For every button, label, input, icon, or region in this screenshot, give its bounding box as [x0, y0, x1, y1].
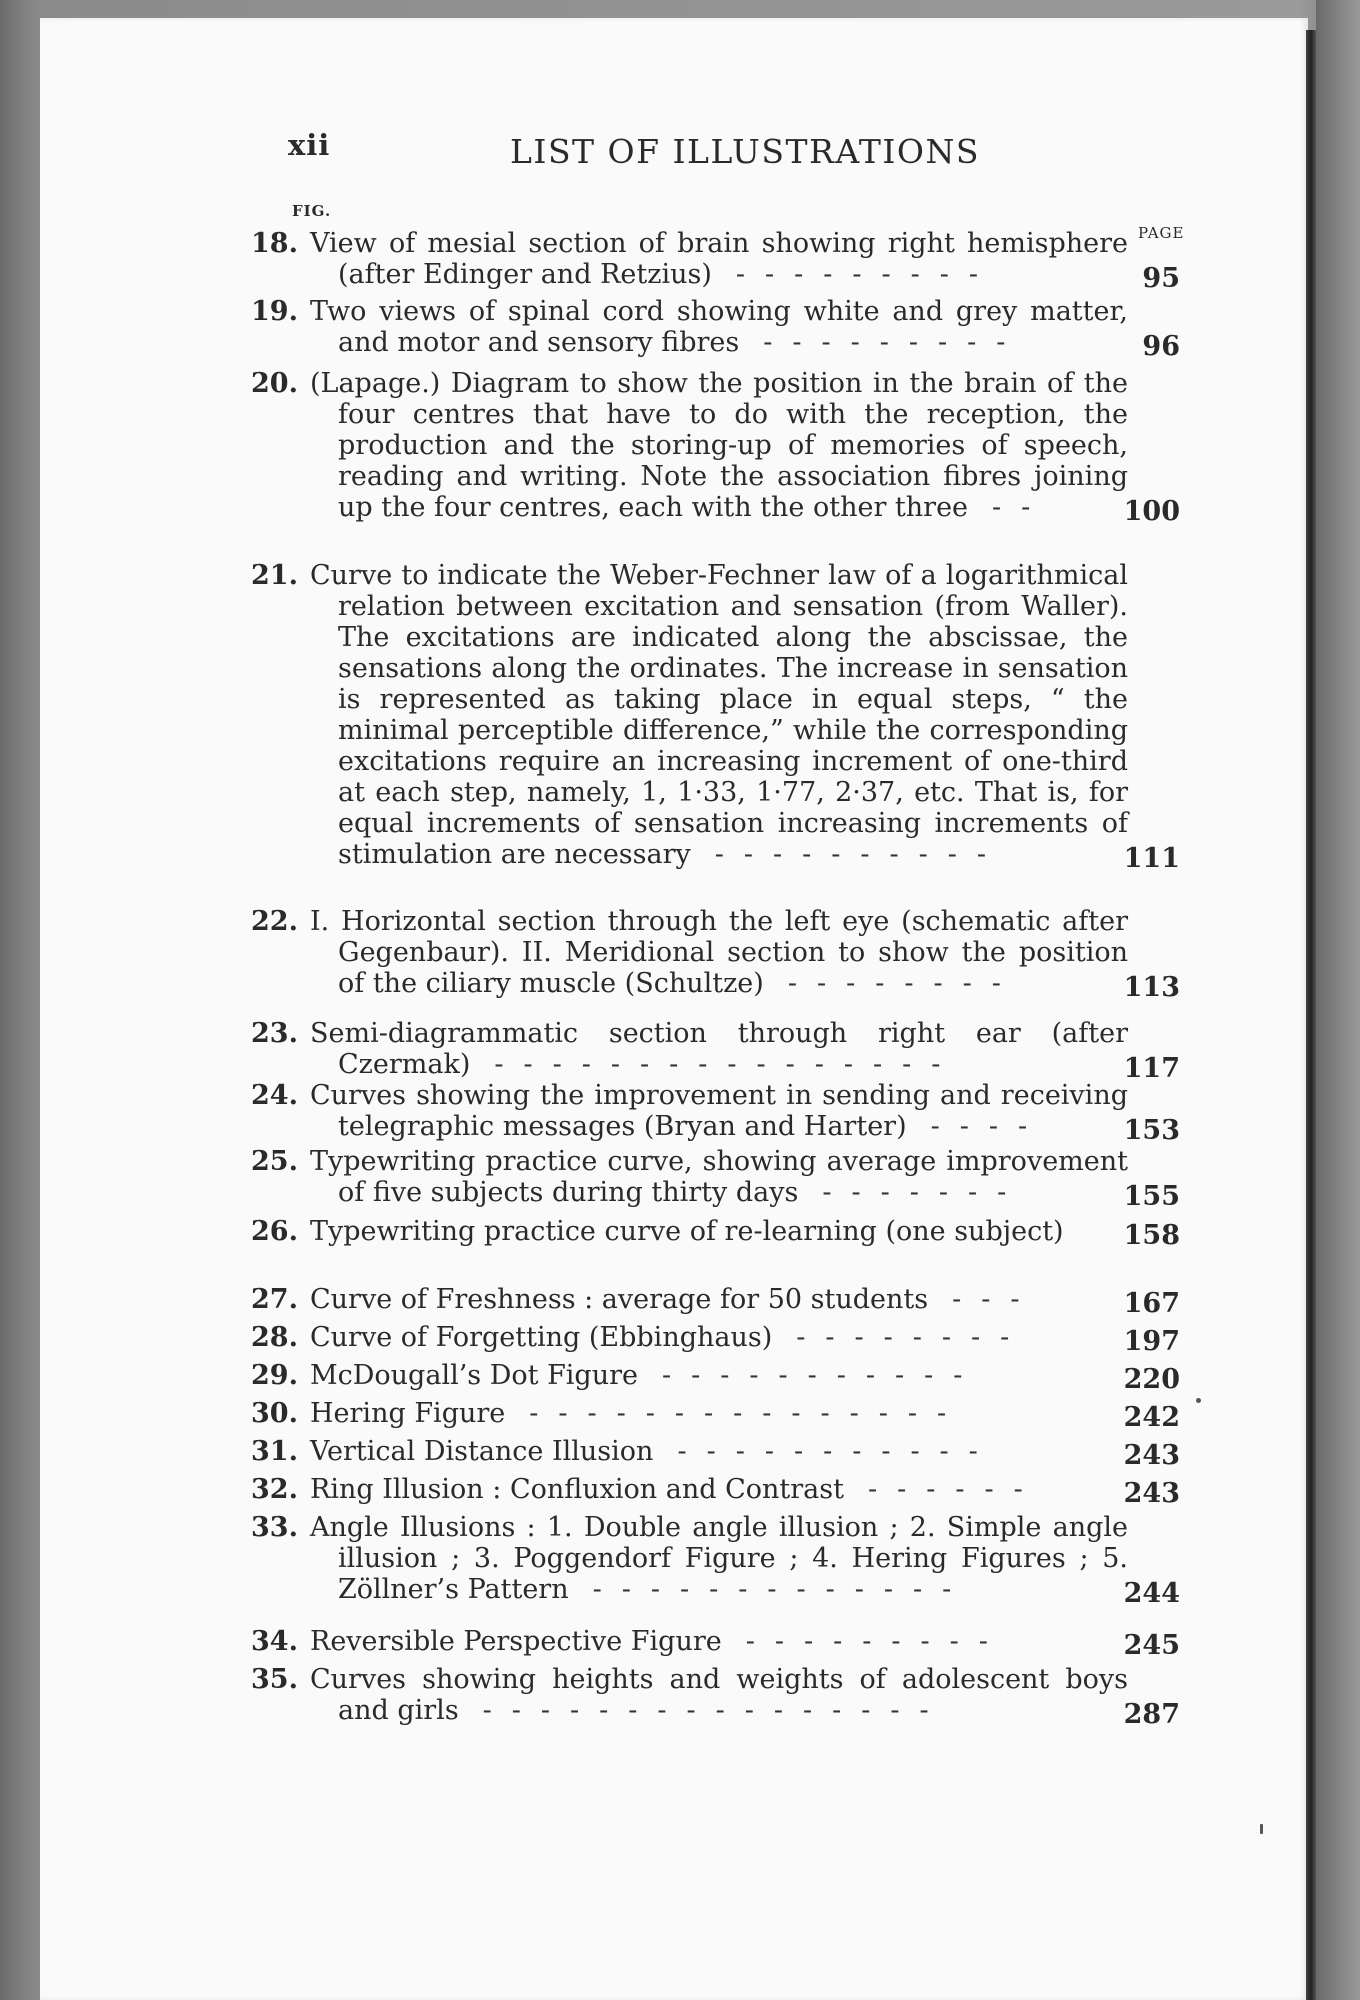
leader-dots: --------------- [529, 1398, 967, 1429]
entry-number: 26. [251, 1216, 298, 1247]
paper-page [40, 18, 1308, 2000]
entry-number: 23. [251, 1018, 298, 1049]
leader-dots: --- [952, 1284, 1040, 1315]
entry-text: View of mesial section of brain showing right hemisphere (after Edinger and Retzius) [310, 228, 1128, 290]
paper-speck [1196, 1398, 1201, 1403]
entry-page: 158 [1123, 1220, 1180, 1251]
entry-text: Curve of Freshness : average for 50 students [310, 1284, 929, 1315]
leader-dots: ------------- [592, 1574, 972, 1605]
leader-dots: ---------- [714, 839, 1007, 870]
entry-number: 31. [251, 1436, 298, 1467]
entry-text: Vertical Distance Illusion [310, 1436, 654, 1467]
entry-text: Hering Figure [310, 1398, 506, 1429]
entry-number: 35. [251, 1664, 298, 1695]
entry-page: 113 [1123, 972, 1180, 1003]
leader-dots: ---------------- [494, 1049, 961, 1080]
entry-number: 22. [251, 906, 298, 937]
entry-text: Semi-diagrammatic section through right ear (after Czermak) [310, 1018, 1128, 1080]
entry-page: 167 [1123, 1288, 1180, 1319]
leader-dots: --------- [735, 259, 998, 290]
leader-dots: ------- [822, 1177, 1027, 1208]
leader-dots: --------- [763, 327, 1026, 358]
entry-number: 18. [251, 228, 298, 259]
entry-text: Curve to indicate the Weber-Fechner law of a logarithmical relation between excitation and sensation (from Waller). The excitations are indicated along the abscissae, the sensations along the ordinates. The increase in sensation is represented as taking place in equal steps, “ the minimal perceptible difference,” while the corresponding excitations require an increasing increment of one-third at each step, namely, 1, 1·33, 1·77, 2·37, etc. That is, for equal increments of sensation increasing increments of stimulation are necessary [310, 560, 1128, 870]
entry-text: Angle Illusions : 1. Double angle illusion ; 2. Simple angle illusion ; 3. Poggendorf Figure ; 4. Hering Figures ; 5. Zöllner’s Pattern [310, 1512, 1128, 1605]
entry-text: I. Horizontal section through the left eye (schematic after Gegenbaur). II. Meridional section to show the position of the ciliary muscle (Schultze) [310, 906, 1128, 999]
entry-number: 27. [251, 1284, 298, 1315]
fig-column-label: FIG. [292, 202, 332, 220]
entry-page: 117 [1123, 1053, 1180, 1084]
entry-number: 24. [251, 1080, 298, 1111]
leader-dots: ----------- [662, 1360, 983, 1391]
page-column-label: PAGE [1138, 224, 1185, 242]
leader-dots: ---------------- [482, 1695, 949, 1726]
entry-page: 155 [1123, 1181, 1180, 1212]
entry-number: 33. [251, 1512, 298, 1543]
entry-text: Typewriting practice curve, showing average improvement of five subjects during thirty days [310, 1146, 1128, 1208]
paper-speck [1260, 1824, 1263, 1834]
book-binding-edge [1306, 30, 1316, 2000]
entry-number: 25. [251, 1146, 298, 1177]
entry-page: 100 [1123, 496, 1180, 527]
illustration-list [40, 18, 1308, 2000]
entry-text: McDougall’s Dot Figure [310, 1360, 638, 1391]
leader-dots: -------- [796, 1322, 1030, 1353]
entry-text: Two views of spinal cord showing white and grey matter, and motor and sensory fibres [310, 296, 1128, 358]
entry-text: Typewriting practice curve of re-learning (one subject) [310, 1216, 1064, 1247]
entry-page: 245 [1123, 1630, 1180, 1661]
leader-dots: --------- [745, 1626, 1008, 1657]
binding-shadow [1316, 0, 1360, 2000]
leader-dots: ------ [867, 1474, 1043, 1505]
entry-page: 95 [1142, 263, 1180, 294]
entry-page: 243 [1123, 1478, 1180, 1509]
entry-page: 153 [1123, 1115, 1180, 1146]
entry-text: Curves showing the improvement in sending and receiving telegraphic messages (Bryan and Harter) [310, 1080, 1128, 1142]
entry-page: 244 [1123, 1578, 1180, 1609]
entry-number: 30. [251, 1398, 298, 1429]
entry-text: Curves showing heights and weights of adolescent boys and girls [310, 1664, 1128, 1726]
page-title: LIST OF ILLUSTRATIONS [510, 132, 980, 171]
entry-number: 19. [251, 296, 298, 327]
entry-number: 29. [251, 1360, 298, 1391]
entry-text: Ring Illusion : Confluxion and Contrast [310, 1474, 844, 1505]
entry-text: Curve of Forgetting (Ebbinghaus) [310, 1322, 773, 1353]
page-number-folio: xii [288, 128, 331, 162]
leader-dots: -- [992, 492, 1051, 523]
entry-page: 111 [1123, 843, 1180, 874]
entry-number: 20. [251, 368, 298, 399]
entry-page: 287 [1123, 1699, 1180, 1730]
entry-page: 96 [1142, 331, 1180, 362]
entry-text: Reversible Perspective Figure [310, 1626, 722, 1657]
entry-number: 28. [251, 1322, 298, 1353]
entry-page: 243 [1123, 1440, 1180, 1471]
leader-dots: ---- [930, 1111, 1048, 1142]
entry-page: 242 [1123, 1402, 1180, 1433]
entry-text: (Lapage.) Diagram to show the position in the brain of the four centres that have to do with the reception, the production and the storing-up of memories of speech, reading and writing. Note the association fibres joining up the four centres, each with the other three [310, 368, 1128, 523]
leader-dots: -------- [787, 968, 1021, 999]
entry-number: 32. [251, 1474, 298, 1505]
entry-number: 34. [251, 1626, 298, 1657]
leader-dots: ----------- [677, 1436, 998, 1467]
entry-page: 220 [1123, 1364, 1180, 1395]
entry-number: 21. [251, 560, 298, 591]
entry-page: 197 [1123, 1326, 1180, 1357]
